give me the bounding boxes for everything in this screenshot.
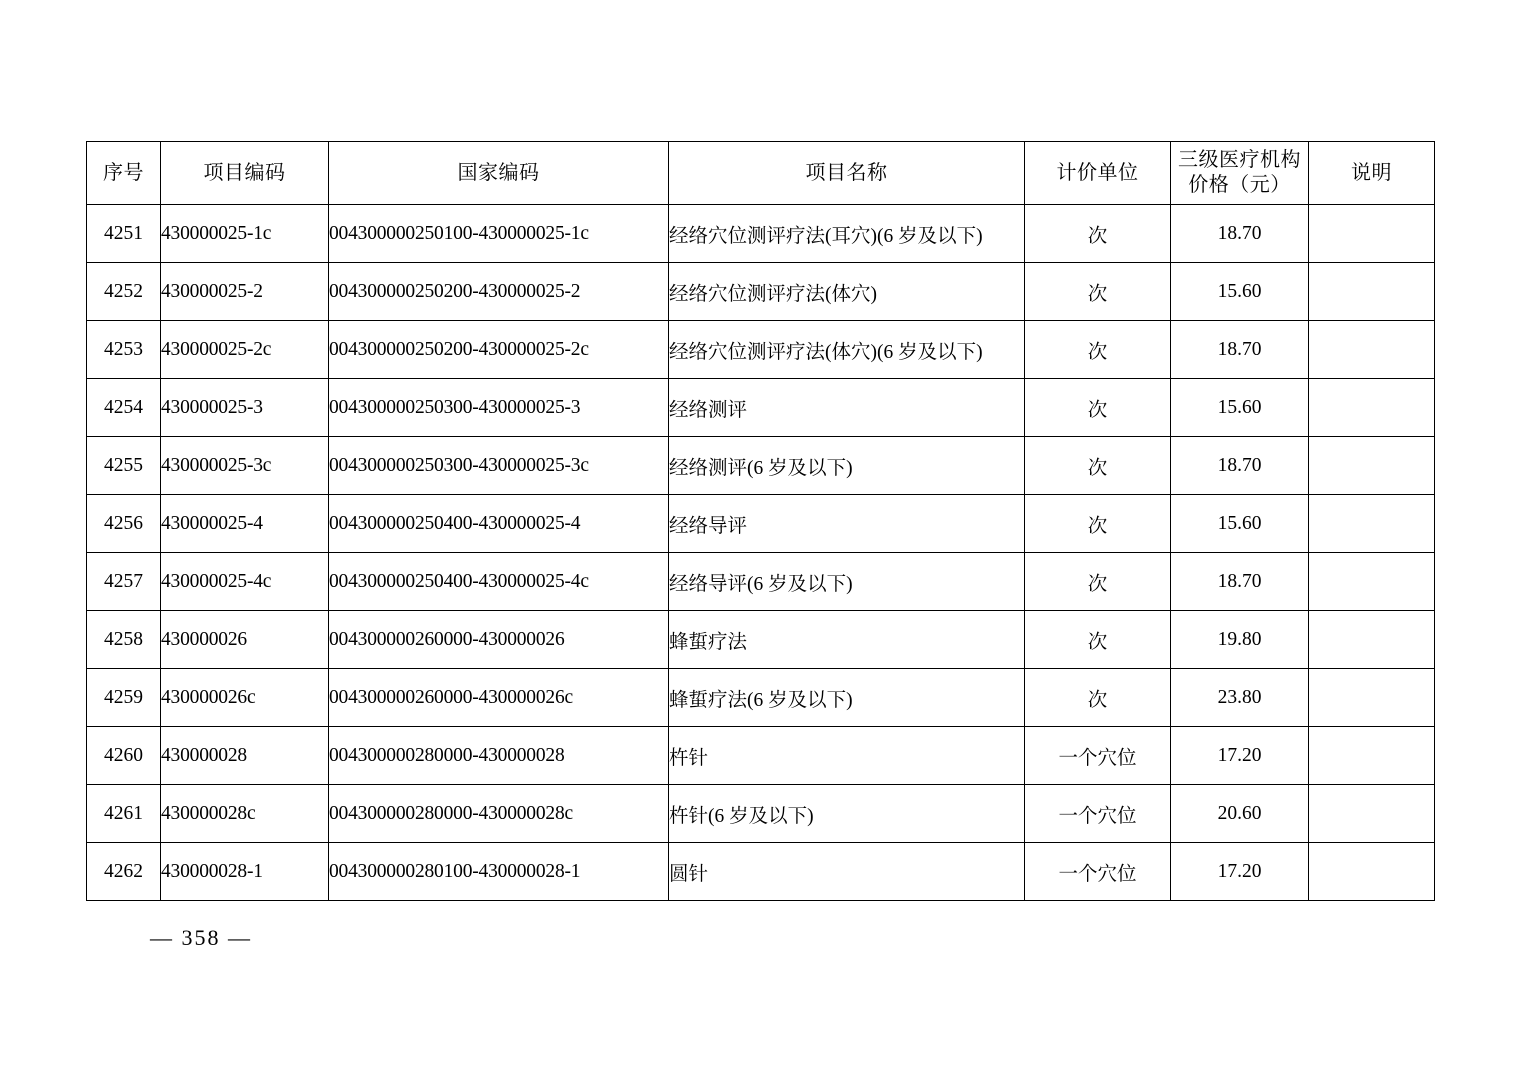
cell-price: 18.70 [1171, 321, 1309, 379]
column-header-seq: 序号 [87, 142, 161, 205]
table-row [87, 785, 1435, 843]
table-body [87, 205, 1435, 901]
column-header-price [1171, 142, 1309, 205]
cell-note [1309, 843, 1435, 901]
cell-name: 经络测评(6 岁及以下) [669, 437, 1025, 495]
column-header-name: 项目名称 [669, 142, 1025, 205]
cell-name: 经络穴位测评疗法(耳穴)(6 岁及以下) [669, 205, 1025, 263]
cell-name: 蜂蜇疗法 [669, 611, 1025, 669]
cell-note [1309, 263, 1435, 321]
table-row [87, 379, 1435, 437]
column-header-price-line1: 三级医疗机构 [1178, 149, 1301, 171]
cell-national-code: 004300000250200-430000025-2c [329, 321, 669, 379]
cell-note [1309, 379, 1435, 437]
cell-note [1309, 495, 1435, 553]
cell-unit: 一个穴位 [1025, 785, 1171, 843]
cell-code: 430000028 [161, 727, 329, 785]
cell-price: 15.60 [1171, 495, 1309, 553]
cell-note [1309, 785, 1435, 843]
cell-code: 430000025-4 [161, 495, 329, 553]
column-header-note: 说明 [1309, 142, 1435, 205]
cell-price: 23.80 [1171, 669, 1309, 727]
cell-unit: 次 [1025, 553, 1171, 611]
cell-unit: 次 [1025, 611, 1171, 669]
cell-national-code: 004300000250400-430000025-4 [329, 495, 669, 553]
column-header-national-code: 国家编码 [329, 142, 669, 205]
medical-service-price-table [86, 141, 1435, 901]
cell-national-code: 004300000250300-430000025-3 [329, 379, 669, 437]
cell-national-code: 004300000280100-430000028-1 [329, 843, 669, 901]
table-row [87, 843, 1435, 901]
cell-code: 430000028-1 [161, 843, 329, 901]
table-header-row [87, 142, 1435, 205]
cell-name: 经络导评(6 岁及以下) [669, 553, 1025, 611]
cell-name: 经络测评 [669, 379, 1025, 437]
cell-price: 18.70 [1171, 553, 1309, 611]
cell-national-code: 004300000250300-430000025-3c [329, 437, 669, 495]
cell-seq: 4251 [87, 205, 161, 263]
table-row [87, 611, 1435, 669]
table-row [87, 495, 1435, 553]
table-row [87, 669, 1435, 727]
table-header [87, 142, 1435, 205]
cell-note [1309, 437, 1435, 495]
cell-price: 18.70 [1171, 205, 1309, 263]
cell-note [1309, 669, 1435, 727]
cell-seq: 4255 [87, 437, 161, 495]
cell-name: 杵针(6 岁及以下) [669, 785, 1025, 843]
cell-note [1309, 611, 1435, 669]
cell-name: 经络穴位测评疗法(体穴) [669, 263, 1025, 321]
cell-unit: 次 [1025, 379, 1171, 437]
price-table-container [86, 141, 1434, 901]
cell-national-code: 004300000280000-430000028 [329, 727, 669, 785]
column-header-price-line2: 价格（元） [1188, 174, 1291, 196]
cell-seq: 4262 [87, 843, 161, 901]
table-row [87, 263, 1435, 321]
cell-code: 430000026c [161, 669, 329, 727]
cell-national-code: 004300000260000-430000026 [329, 611, 669, 669]
cell-price: 17.20 [1171, 727, 1309, 785]
cell-price: 18.70 [1171, 437, 1309, 495]
cell-code: 430000025-4c [161, 553, 329, 611]
cell-seq: 4253 [87, 321, 161, 379]
cell-unit: 次 [1025, 205, 1171, 263]
cell-seq: 4256 [87, 495, 161, 553]
cell-price: 20.60 [1171, 785, 1309, 843]
cell-unit: 次 [1025, 669, 1171, 727]
cell-price: 19.80 [1171, 611, 1309, 669]
cell-price: 15.60 [1171, 263, 1309, 321]
column-header-unit: 计价单位 [1025, 142, 1171, 205]
cell-code: 430000025-3 [161, 379, 329, 437]
page-number: — 358 — [150, 925, 252, 950]
cell-national-code: 004300000250100-430000025-1c [329, 205, 669, 263]
table-row [87, 205, 1435, 263]
cell-note [1309, 553, 1435, 611]
cell-seq: 4252 [87, 263, 161, 321]
cell-price: 17.20 [1171, 843, 1309, 901]
cell-seq: 4258 [87, 611, 161, 669]
table-row [87, 437, 1435, 495]
cell-name: 经络导评 [669, 495, 1025, 553]
cell-code: 430000028c [161, 785, 329, 843]
cell-code: 430000025-2c [161, 321, 329, 379]
cell-name: 圆针 [669, 843, 1025, 901]
cell-national-code: 004300000250200-430000025-2 [329, 263, 669, 321]
cell-note [1309, 321, 1435, 379]
cell-seq: 4261 [87, 785, 161, 843]
cell-name: 杵针 [669, 727, 1025, 785]
cell-name: 蜂蜇疗法(6 岁及以下) [669, 669, 1025, 727]
cell-seq: 4260 [87, 727, 161, 785]
cell-code: 430000026 [161, 611, 329, 669]
cell-seq: 4254 [87, 379, 161, 437]
cell-name: 经络穴位测评疗法(体穴)(6 岁及以下) [669, 321, 1025, 379]
cell-code: 430000025-1c [161, 205, 329, 263]
cell-unit: 次 [1025, 495, 1171, 553]
cell-price: 15.60 [1171, 379, 1309, 437]
column-header-code: 项目编码 [161, 142, 329, 205]
cell-unit: 次 [1025, 263, 1171, 321]
cell-unit: 次 [1025, 437, 1171, 495]
cell-code: 430000025-2 [161, 263, 329, 321]
cell-seq: 4257 [87, 553, 161, 611]
cell-seq: 4259 [87, 669, 161, 727]
cell-note [1309, 205, 1435, 263]
table-row [87, 553, 1435, 611]
cell-national-code: 004300000280000-430000028c [329, 785, 669, 843]
table-row [87, 321, 1435, 379]
cell-note [1309, 727, 1435, 785]
cell-unit: 一个穴位 [1025, 727, 1171, 785]
cell-unit: 次 [1025, 321, 1171, 379]
table-row [87, 727, 1435, 785]
cell-national-code: 004300000260000-430000026c [329, 669, 669, 727]
cell-national-code: 004300000250400-430000025-4c [329, 553, 669, 611]
cell-code: 430000025-3c [161, 437, 329, 495]
cell-unit: 一个穴位 [1025, 843, 1171, 901]
